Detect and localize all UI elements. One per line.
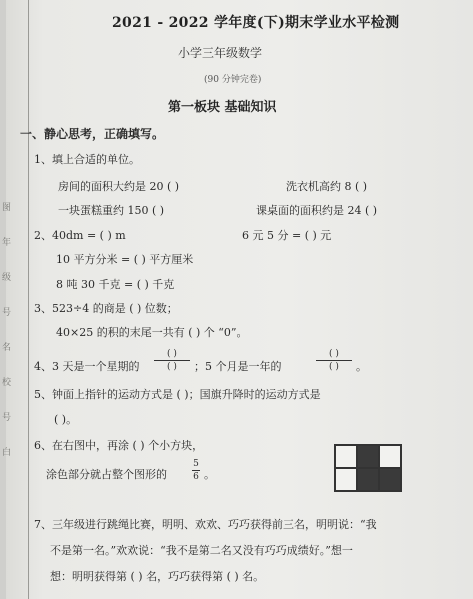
margin-char: 号 <box>2 413 12 423</box>
fraction-bar <box>192 470 200 471</box>
question-1c: 一块蛋糕重约 150 ( ) <box>58 204 165 217</box>
question-4a: 4、3 天是一个星期的 <box>34 360 140 373</box>
margin-char: 图 <box>2 203 12 213</box>
margin-char: 名 <box>2 343 12 353</box>
section-title: 第一板块 基础知识 <box>168 100 277 115</box>
margin-char: 年 <box>2 238 12 248</box>
grid-cell <box>357 445 379 468</box>
question-2a: 2、40dm = ( ) m <box>34 229 126 242</box>
question-4b: ；5 个月是一年的 <box>194 360 282 373</box>
question-6b: 涂色部分就占整个图形的 <box>46 468 167 481</box>
question-6-end: 。 <box>204 468 215 481</box>
margin-char: 级 <box>2 273 12 283</box>
question-4-end: 。 <box>356 360 367 373</box>
grid-cell <box>335 445 357 468</box>
question-6a: 6、在右图中，再涂 ( ) 个小方块， <box>34 439 204 452</box>
part-heading: 一、静心思考，正确填写。 <box>20 127 165 141</box>
fraction-numerator: ( ) <box>329 349 339 359</box>
question-2d: 8 吨 30 千克 = ( ) 千克 <box>56 278 175 291</box>
time-limit: (90 分钟完卷) <box>204 75 262 85</box>
margin-char: 号 <box>2 308 12 318</box>
fraction-five-sixths <box>192 459 200 482</box>
question-1-label: 1、填上合适的单位。 <box>34 153 140 166</box>
fraction-bar <box>316 360 352 361</box>
fraction-denominator: ( ) <box>167 362 177 372</box>
question-3a: 3、523÷4 的商是 ( ) 位数； <box>34 302 178 315</box>
fraction-blank <box>316 349 352 372</box>
question-1d: 课桌面的面积约是 24 ( ) <box>256 204 378 217</box>
grid-cell <box>357 468 379 491</box>
fraction-numerator: ( ) <box>167 349 177 359</box>
question-2b: 6 元 5 分 = ( ) 元 <box>242 229 332 242</box>
question-3b: 40×25 的积的末尾一共有 ( ) 个 “0”。 <box>56 326 248 339</box>
question-1b: 洗衣机高约 8 ( ) <box>286 180 368 193</box>
binding-line <box>28 0 29 599</box>
question-7c: 想：明明获得第 ( ) 名，巧巧获得第 ( ) 名。 <box>50 570 265 583</box>
shaded-grid-figure <box>334 444 402 492</box>
margin-char: 校 <box>2 378 12 388</box>
fraction-blank <box>154 349 190 372</box>
page-subtitle: 小学三年级数学 <box>178 46 263 60</box>
question-5a: 5、钟面上指针的运动方式是 ( )；国旗升降时的运动方式是 <box>34 388 321 401</box>
grid-cell <box>335 468 357 491</box>
page-title: 2021 - 2022 学年度(下)期末学业水平检测 <box>112 15 400 31</box>
fraction-numerator: 5 <box>193 459 199 469</box>
question-5b: ( )。 <box>54 413 78 426</box>
fraction-bar <box>154 360 190 361</box>
grid-cell <box>379 445 401 468</box>
question-7b: 不是第一名。”欢欢说：“我不是第二名又没有巧巧成绩好。”想一 <box>50 544 353 557</box>
fraction-denominator: 6 <box>193 472 199 482</box>
binding-margin <box>2 200 16 458</box>
grid-cell <box>379 468 401 491</box>
fraction-denominator: ( ) <box>329 362 339 372</box>
question-7a: 7、三年级进行跳绳比赛，明明、欢欢、巧巧获得前三名，明明说：“我 <box>34 518 377 531</box>
question-1a: 房间的面积大约是 20 ( ) <box>58 180 180 193</box>
margin-char: 白 <box>2 448 12 458</box>
question-2c: 10 平方分米 = ( ) 平方厘米 <box>56 253 194 266</box>
